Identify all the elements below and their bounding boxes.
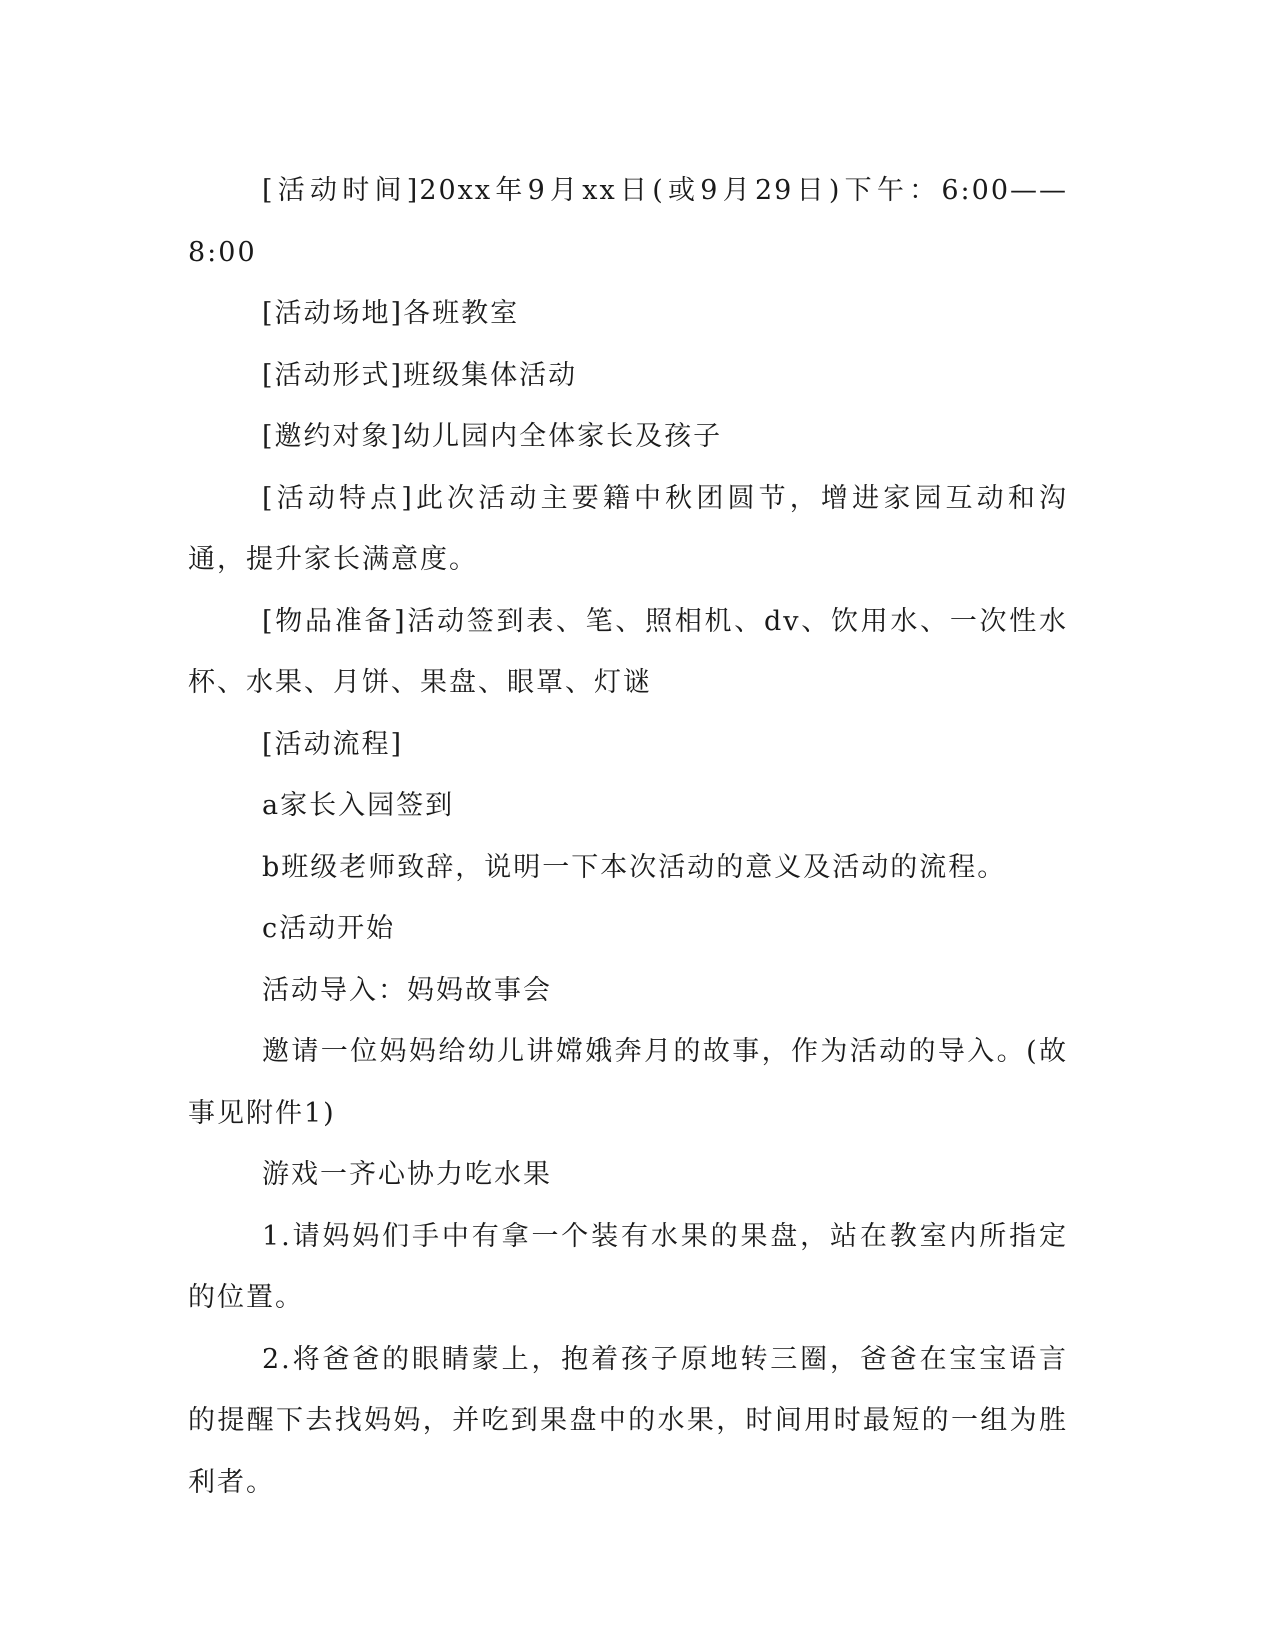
document-body	[188, 160, 1068, 1513]
paragraph-step-a: a家长入园签到	[262, 790, 455, 821]
paragraph-activity-time: [活动时间]20xx年9月xx日(或9月29日)下午：6:00——8:00	[188, 175, 1068, 268]
paragraph-supplies: [物品准备]活动签到表、笔、照相机、dv、饮用水、一次性水杯、水果、月饼、果盘、眼罩、灯谜	[188, 605, 1068, 698]
paragraph-activity-format: [活动形式]班级集体活动	[262, 359, 578, 391]
paragraph-game-heading: 游戏一齐心协力吃水果	[262, 1159, 552, 1190]
paragraph-intro-heading: 活动导入：妈妈故事会	[262, 974, 552, 1006]
paragraph-step-b: b班级老师致辞，说明一下本次活动的意义及活动的流程。	[262, 851, 1007, 883]
paragraph-game-rule-2: 2.将爸爸的眼睛蒙上，抱着孩子原地转三圈，爸爸在宝宝语言的提醒下去找妈妈，并吃到果盘中的水果，时间用时最短的一组为胜利者。	[188, 1343, 1068, 1498]
paragraph-game-rule-1: 1.请妈妈们手中有拿一个装有水果的果盘，站在教室内所指定的位置。	[188, 1220, 1068, 1313]
paragraph-intro-body: 邀请一位妈妈给幼儿讲嫦娥奔月的故事，作为活动的导入。(故事见附件1)	[188, 1036, 1068, 1129]
paragraph-activity-venue: [活动场地]各班教室	[262, 298, 520, 329]
paragraph-activity-features: [活动特点]此次活动主要籍中秋团圆节，增进家园互动和沟通，提升家长满意度。	[188, 482, 1068, 575]
paragraph-step-c: c活动开始	[262, 913, 396, 944]
paragraph-process-heading: [活动流程]	[262, 728, 404, 760]
paragraph-invitees: [邀约对象]幼儿园内全体家长及孩子	[262, 421, 723, 452]
